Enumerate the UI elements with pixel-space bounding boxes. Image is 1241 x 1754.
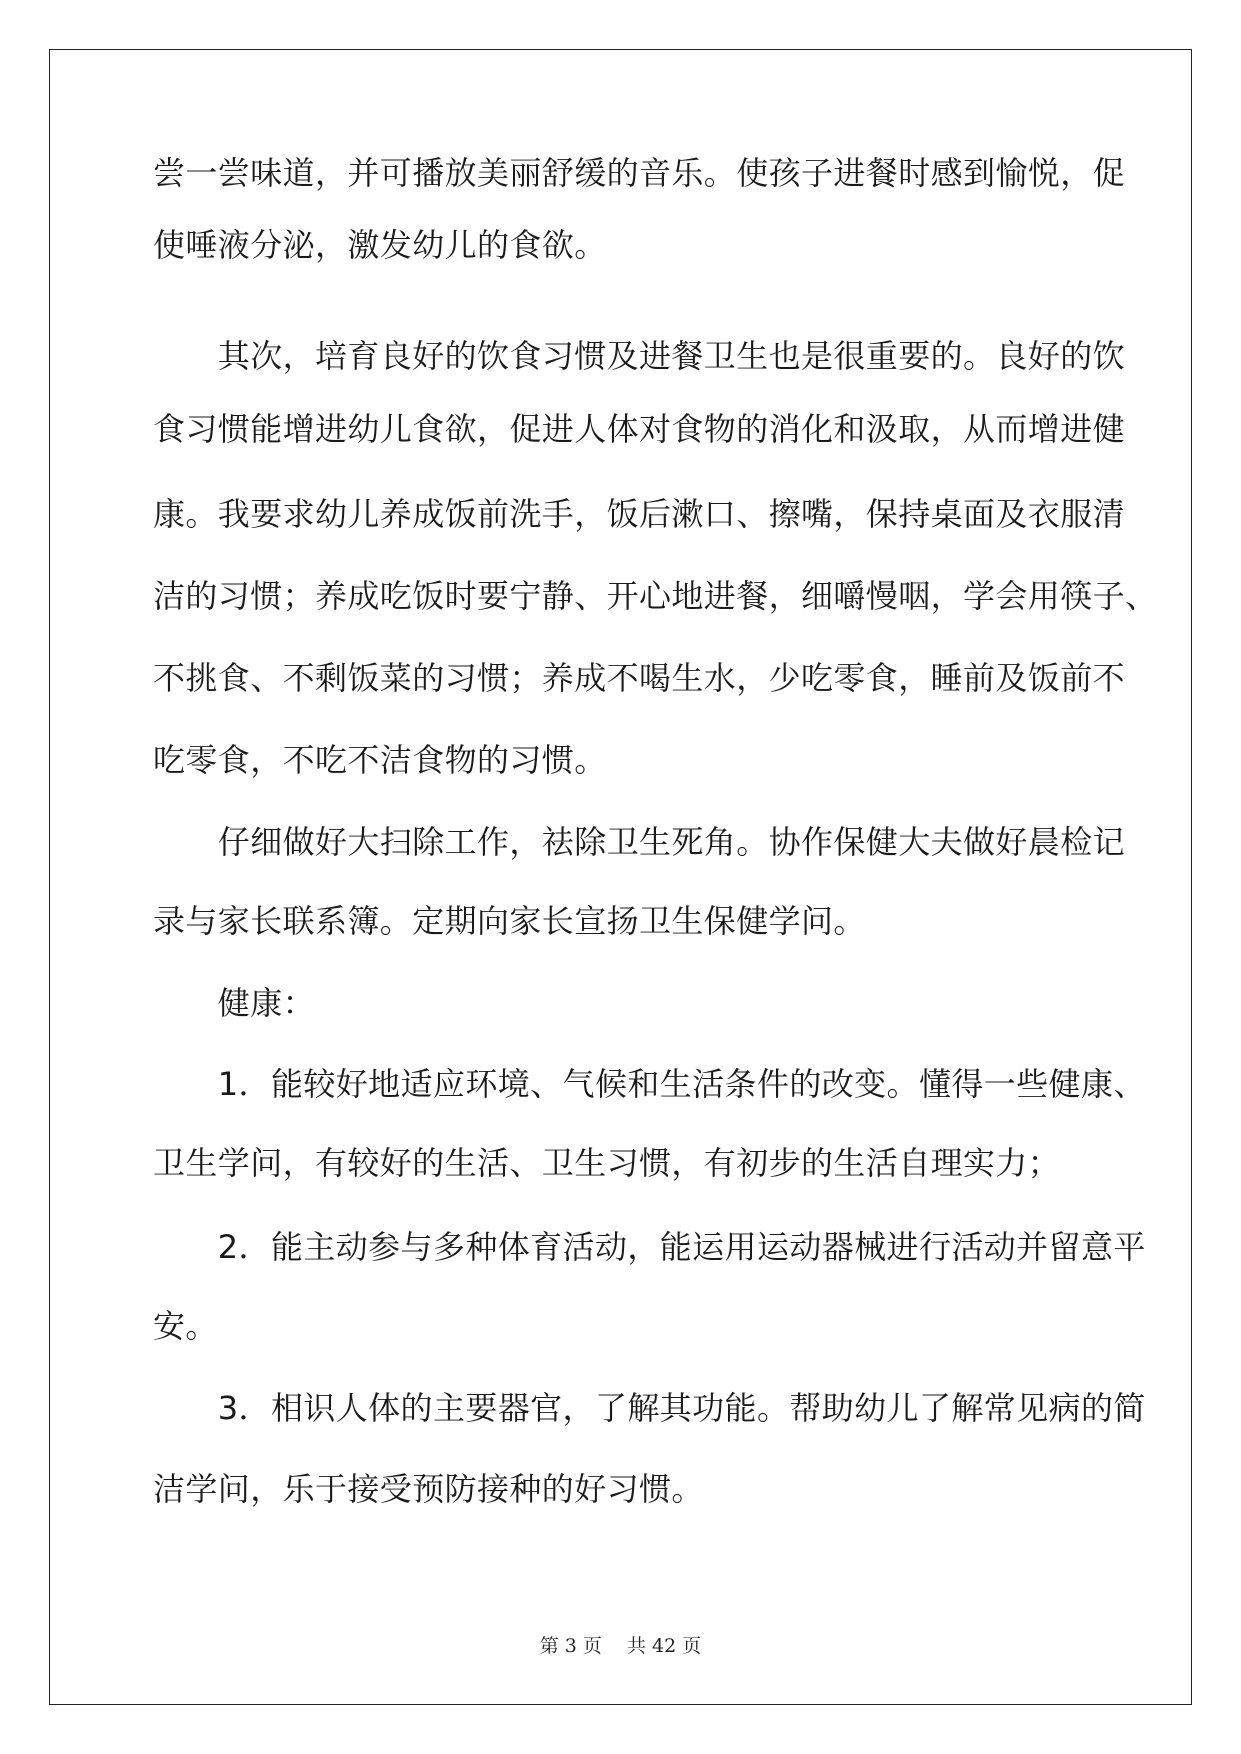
page-frame xyxy=(49,49,1192,1705)
text-line: 食习惯能增进幼儿食欲，促进人体对食物的消化和汲取，从而增进健 xyxy=(153,410,1126,448)
text-line: 1．能较好地适应环境、气候和生活条件的改变。懂得一些健康、 xyxy=(153,1065,1146,1103)
text-line: 使唾液分泌，激发幼儿的食欲。 xyxy=(153,226,607,264)
text-line: 录与家长联系簿。定期向家长宣扬卫生保健学问。 xyxy=(153,902,866,940)
text-line: 吃零食，不吃不洁食物的习惯。 xyxy=(153,741,607,779)
text-line: 健康： xyxy=(153,984,316,1022)
text-line: 尝一尝味道，并可播放美丽舒缓的音乐。使孩子进餐时感到愉悦，促 xyxy=(153,154,1126,192)
page-number: 第 3 页 共 42 页 xyxy=(539,1635,702,1657)
text-line: 不挑食、不剩饭菜的习惯；养成不喝生水，少吃零食，睡前及饭前不 xyxy=(153,659,1126,697)
text-line: 卫生学问，有较好的生活、卫生习惯，有初步的生活自理实力； xyxy=(153,1144,1061,1182)
text-line: 3．相识人体的主要器官，了解其功能。帮助幼儿了解常见病的简 xyxy=(153,1389,1146,1427)
text-line: 2．能主动参与多种体育活动，能运用运动器械进行活动并留意平 xyxy=(153,1228,1146,1266)
text-line: 康。我要求幼儿养成饭前洗手，饭后漱口、擦嘴，保持桌面及衣服清 xyxy=(153,495,1126,533)
text-line: 其次，培育良好的饮食习惯及进餐卫生也是很重要的。良好的饮 xyxy=(153,337,1126,375)
text-line: 安。 xyxy=(153,1307,218,1345)
text-line: 洁的习惯；养成吃饭时要宁静、开心地进餐，细嚼慢咽，学会用筷子、 xyxy=(153,577,1158,615)
text-line: 仔细做好大扫除工作，祛除卫生死角。协作保健大夫做好晨检记 xyxy=(153,823,1126,861)
text-line: 洁学问，乐于接受预防接种的好习惯。 xyxy=(153,1470,704,1508)
